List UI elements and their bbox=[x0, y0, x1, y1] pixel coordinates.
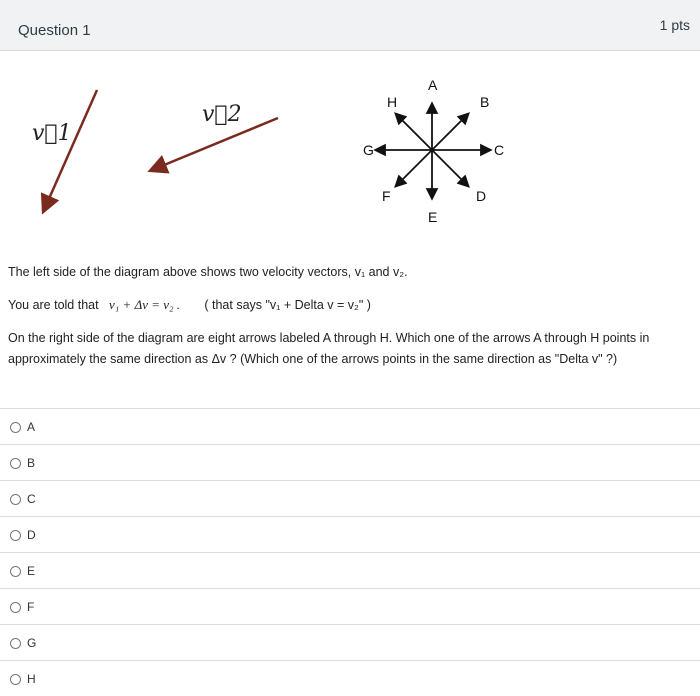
answer-label: F bbox=[27, 600, 35, 614]
label-g: G bbox=[363, 142, 374, 158]
answer-option-b[interactable] bbox=[0, 444, 700, 480]
answer-label: E bbox=[27, 564, 36, 578]
label-f: F bbox=[382, 188, 391, 204]
v1-arrow bbox=[44, 90, 97, 210]
answer-label: G bbox=[27, 636, 37, 650]
label-c: C bbox=[494, 142, 505, 158]
question-title: Question 1 bbox=[18, 22, 91, 39]
label-a: A bbox=[428, 77, 438, 93]
arrow-f bbox=[396, 150, 432, 186]
answer-option-e[interactable] bbox=[0, 552, 700, 588]
question-text-line1: The left side of the diagram above shows two velocity vectors, v₁ and v₂. bbox=[8, 265, 408, 279]
radio-button[interactable] bbox=[10, 602, 21, 613]
answer-option-f[interactable] bbox=[0, 588, 700, 624]
arrow-h bbox=[396, 114, 432, 150]
answer-label: C bbox=[27, 492, 36, 506]
answer-label: B bbox=[27, 456, 36, 470]
arrow-d bbox=[432, 150, 468, 186]
question-text-line3: On the right side of the diagram are eight arrows labeled A through H. Which one of the arrows A through H points in approximately the same direction as Δv ? (Which one of the arrows points in the same direction as "Delta v" ?) bbox=[8, 331, 650, 366]
equation: v₁ + Δv = v₂ . bbox=[109, 297, 181, 312]
radio-button[interactable] bbox=[10, 530, 21, 541]
radio-button[interactable] bbox=[10, 422, 21, 433]
answer-option-c[interactable] bbox=[0, 480, 700, 516]
answer-option-a[interactable] bbox=[0, 408, 700, 444]
radio-button[interactable] bbox=[10, 638, 21, 649]
radio-button[interactable] bbox=[10, 494, 21, 505]
v2-label: v⃗2 bbox=[202, 102, 242, 127]
label-e: E bbox=[428, 209, 438, 225]
answer-label: D bbox=[27, 528, 36, 542]
answer-list bbox=[0, 408, 700, 696]
answer-label: H bbox=[27, 672, 36, 686]
label-d: D bbox=[476, 188, 487, 204]
answer-option-d[interactable] bbox=[0, 516, 700, 552]
vector-diagram bbox=[0, 52, 700, 237]
v1-label: v⃗1 bbox=[32, 121, 72, 146]
radio-button[interactable] bbox=[10, 458, 21, 469]
radio-button[interactable] bbox=[10, 674, 21, 685]
answer-option-g[interactable] bbox=[0, 624, 700, 660]
question-text-line2 bbox=[8, 294, 371, 316]
line2-suffix: ( that says "v₁ + Delta v = v₂" ) bbox=[204, 298, 371, 312]
arrow-b bbox=[432, 114, 468, 150]
compass-arrows bbox=[376, 104, 490, 198]
radio-button[interactable] bbox=[10, 566, 21, 577]
label-b: B bbox=[480, 94, 490, 110]
label-h: H bbox=[387, 94, 398, 110]
line2-prefix: You are told that bbox=[8, 298, 99, 312]
answer-label: A bbox=[27, 420, 36, 434]
question-points: 1 pts bbox=[659, 17, 690, 33]
question-header bbox=[0, 0, 700, 51]
answer-option-h[interactable] bbox=[0, 660, 700, 696]
